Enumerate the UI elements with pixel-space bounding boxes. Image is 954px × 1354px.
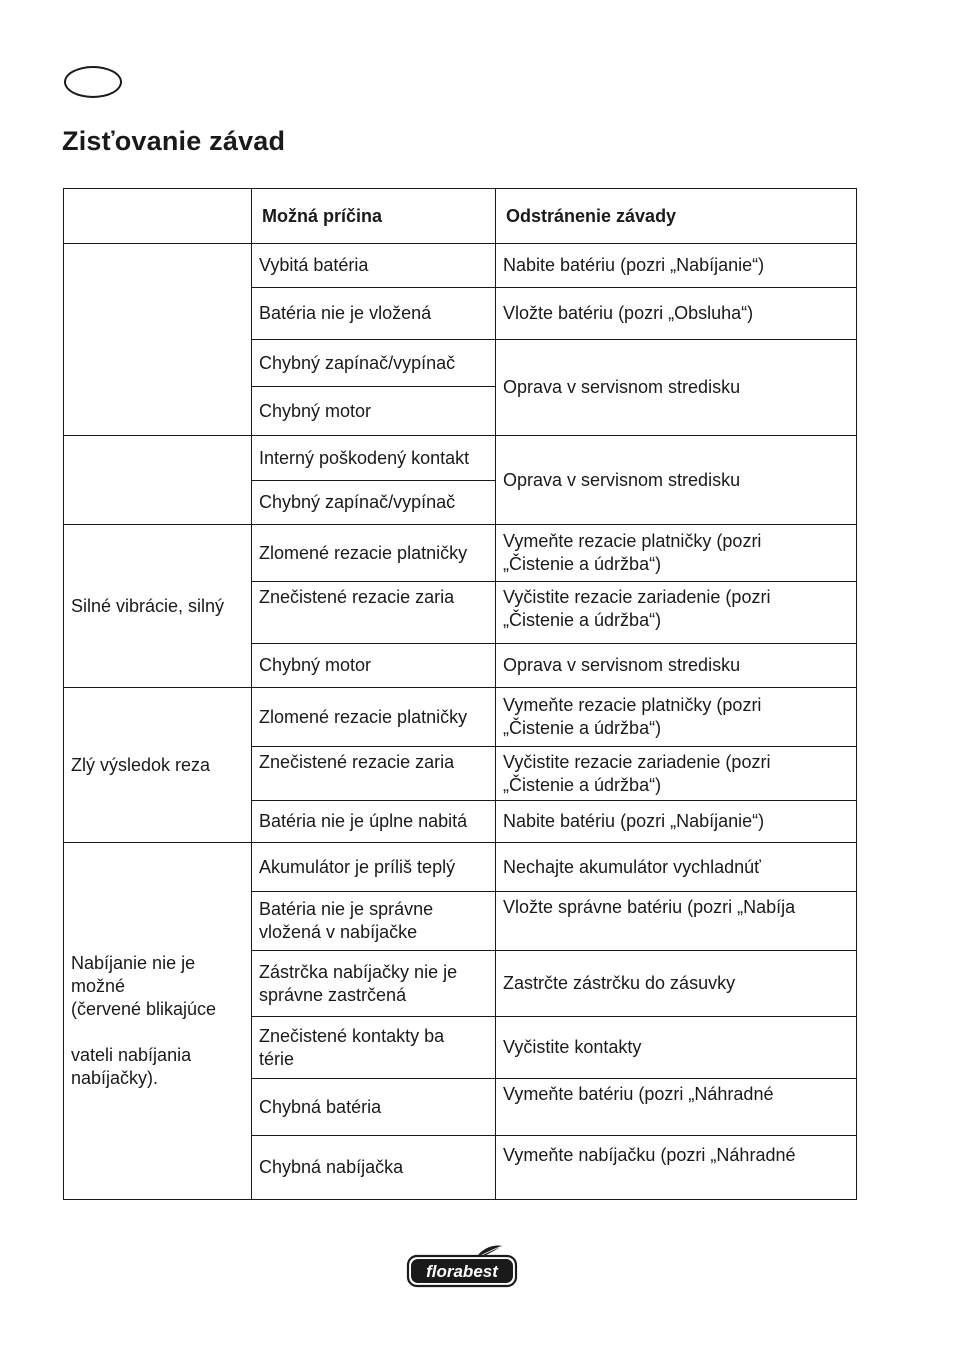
- cause-cell: [252, 951, 496, 1017]
- cause-cell: Chybná nabíjačka: [252, 1136, 496, 1200]
- cause-line: Zástrčka nabíjačky nie je: [259, 961, 458, 982]
- remedy-line: „Čistenie a údržba“): [503, 718, 662, 738]
- remedy-cell: Nabite batériu (pozri „Nabíjanie“): [496, 244, 857, 288]
- header-symptom: [64, 189, 252, 244]
- symptom-line: (červené blikajúce: [71, 999, 217, 1019]
- cause-cell: Zlomené rezacie platničky: [252, 688, 496, 747]
- cause-cell: Znečistené rezacie zaria: [252, 747, 496, 801]
- symptom-cell: Zlý výsledok reza: [64, 688, 252, 843]
- remedy-cell: Nabite batériu (pozri „Nabíjanie“): [496, 801, 857, 843]
- remedy-cell: Nechajte akumulátor vychladnúť: [496, 843, 857, 892]
- remedy-cell: Oprava v servisnom stredisku: [496, 644, 857, 688]
- symptom-line: Nabíjanie nie je: [71, 953, 196, 973]
- header-cause: Možná príčina: [252, 189, 496, 244]
- remedy-cell: [496, 582, 857, 644]
- cause-cell: Batéria nie je vložená: [252, 288, 496, 340]
- remedy-cell: Vložte správne batériu (pozri „Nabíja: [496, 892, 857, 951]
- remedy-cell: [496, 688, 857, 747]
- remedy-cell: [496, 525, 857, 582]
- cause-cell: Chybný motor: [252, 387, 496, 436]
- cause-line: vložená v nabíjačke: [259, 922, 418, 942]
- page-title: Zisťovanie závad: [62, 126, 286, 156]
- symptom-line: možné: [71, 976, 126, 996]
- florabest-logo: [406, 1244, 518, 1290]
- remedy-cell: Vložte batériu (pozri „Obsluha“): [496, 288, 857, 340]
- table-row: [64, 244, 857, 288]
- symptom-line: [71, 1021, 244, 1044]
- table-row: [64, 436, 857, 481]
- cause-cell: Chybný zapínač/vypínač: [252, 481, 496, 525]
- cause-cell: [252, 892, 496, 951]
- remedy-cell: Oprava v servisnom stredisku: [496, 340, 857, 436]
- table-row: [64, 525, 857, 582]
- symptom-line: vateli nabíjania: [71, 1045, 192, 1065]
- symptom-line: nabíjačky).: [71, 1068, 159, 1088]
- cause-cell: Interný poškodený kontakt: [252, 436, 496, 481]
- remedy-line: „Čistenie a údržba“): [503, 554, 662, 574]
- troubleshooting-table: [63, 188, 857, 1200]
- cause-line: Znečistené kontakty ba: [259, 1025, 445, 1046]
- symptom-cell: [64, 843, 252, 1200]
- cause-cell: Zlomené rezacie platničky: [252, 525, 496, 582]
- cause-line: správne zastrčená: [259, 984, 407, 1005]
- cause-cell: Chybný zapínač/vypínač: [252, 340, 496, 387]
- remedy-cell: Vyčistite kontakty: [496, 1017, 857, 1079]
- cause-cell: Chybná batéria: [252, 1079, 496, 1136]
- remedy-line: Vymeňte rezacie platničky (pozri: [503, 695, 762, 715]
- remedy-line: „Čistenie a údržba“): [503, 610, 662, 630]
- symptom-cell: [64, 436, 252, 525]
- cause-cell: Chybný motor: [252, 644, 496, 688]
- table-row: [64, 843, 857, 892]
- symptom-cell: [64, 244, 252, 436]
- cause-cell: Vybitá batéria: [252, 244, 496, 288]
- header-remedy: Odstránenie závady: [496, 189, 857, 244]
- symptom-cell: Silné vibrácie, silný: [64, 525, 252, 688]
- logo-text: florabest: [426, 1262, 498, 1281]
- cause-cell: Znečistené rezacie zaria: [252, 582, 496, 644]
- remedy-line: Vymeňte rezacie platničky (pozri: [503, 531, 762, 551]
- table-row: [64, 688, 857, 747]
- cause-cell: [252, 1017, 496, 1079]
- remedy-cell: Vymeňte nabíjačku (pozri „Náhradné: [496, 1136, 857, 1200]
- remedy-cell: Zastrčte zástrčku do zásuvky: [496, 951, 857, 1017]
- cause-line: Batéria nie je správne: [259, 899, 434, 919]
- cause-cell: Akumulátor je príliš teplý: [252, 843, 496, 892]
- remedy-cell: [496, 747, 857, 801]
- cause-line: térie: [259, 1048, 295, 1069]
- table-header-row: [64, 189, 857, 244]
- remedy-line: Vyčistite rezacie zariadenie (pozri: [503, 587, 771, 607]
- remedy-line: Vyčistite rezacie zariadenie (pozri: [503, 752, 771, 772]
- cause-cell: Batéria nie je úplne nabitá: [252, 801, 496, 843]
- remedy-line: „Čistenie a údržba“): [503, 775, 662, 795]
- remedy-cell: Oprava v servisnom stredisku: [496, 436, 857, 525]
- remedy-cell: Vymeňte batériu (pozri „Náhradné: [496, 1079, 857, 1136]
- language-badge: [64, 66, 122, 98]
